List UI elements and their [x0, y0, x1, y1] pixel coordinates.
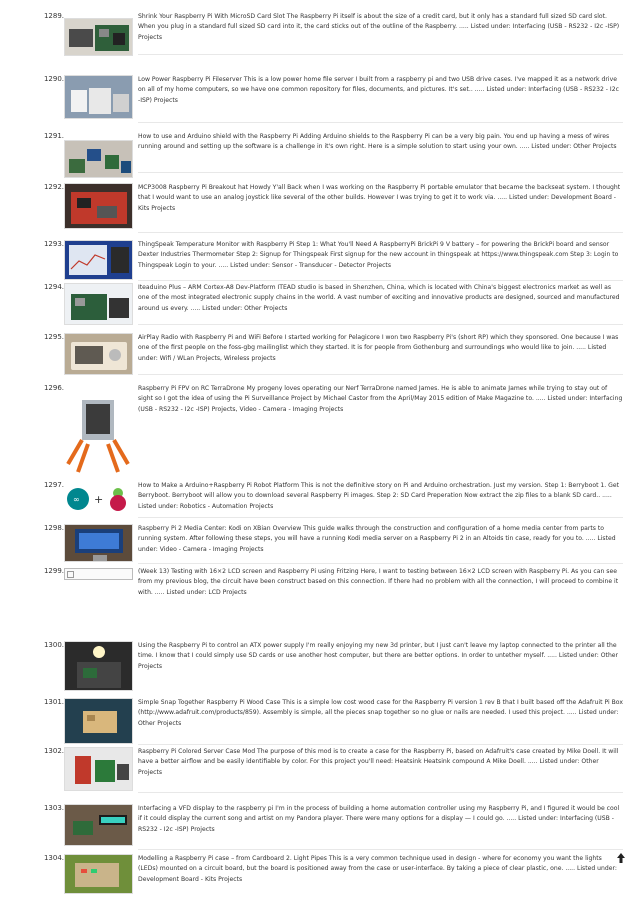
entry-thumbnail[interactable] [64, 854, 133, 894]
entry-description[interactable]: Iteaduino Plus – ARM Cortex-A8 Dev-Platform ITEAD studio is based in Shenzhen, China, which is located with China's biggest electronics market as well as one of the most integrated electronic supply chains in the world. A vast number of exciting and innovative products are designed, sourced and manufactured around us every. ..... Listed under: Other Projects [138, 284, 620, 312]
divider [138, 54, 623, 55]
entry-thumbnail[interactable] [64, 240, 133, 280]
entry-number: 1291. [43, 132, 64, 140]
entry-thumbnail[interactable] [64, 333, 133, 375]
arrow-up-icon[interactable] [616, 849, 626, 861]
entry-thumbnail[interactable] [64, 481, 133, 515]
svg-text:∞: ∞ [73, 495, 80, 504]
entry-thumbnail[interactable] [64, 804, 133, 846]
entry-number: 1292. [43, 183, 64, 191]
entry-thumbnail[interactable] [64, 641, 133, 691]
entry-description[interactable]: Low Power Raspberry Pi Fileserver This is a low power home file server I built from a raspberry pi and two USB drive cases. I've mapped it as a network drive on all of my home computers, so we have one common repository for files, documents, and pictures. It's set.. ..... Listed under: Interfacing (USB - RS232 - I2c -ISP) Projects [138, 76, 619, 104]
entry-thumbnail[interactable] [64, 140, 133, 178]
entry-description[interactable]: Raspberry Pi 2 Media Center: Kodi on XBian Overview This guide walks through the construction and configuration of a home media center from parts to running system. After following these steps, you will have a running Kodi media server on a Raspberry Pi 2 in an Altoids tin case, ready for you to. ..... Listed under: Video - Camera - Imaging Projects [138, 525, 616, 553]
entry-thumbnail[interactable] [64, 747, 133, 791]
entry-thumbnail[interactable] [64, 384, 133, 476]
entry-description[interactable]: How to Make a Arduino+Raspberry Pi Robot Platform This is not the definitive story on Pi and Arduino orchestration. Just my version. Step 1: Berryboot 1. Get Berryboot. Berryboot will allow you to download several Raspberry Pi images. Step 2: SD Card Preperation Now extract the zip files to a blank SD card.. ..... Listed under: Robotics - Automation Projects [138, 482, 620, 510]
entry-description[interactable]: AirPlay Radio with Raspberry Pi and WiFi Before I started working for Pelagicore I won two Raspberry Pi's (short RP) which they sponsored. One because I was one of the first people on the foss-gbg mailinglist which they started. It is for people from Gothenburg and surroundings who would like to join. ..... Listed under: Wifi / WLan Projects, Wireless projects [138, 334, 619, 362]
entry-number: 1298. [43, 524, 64, 532]
entry-number: 1293. [43, 240, 64, 248]
entry-description[interactable]: Simple Snap Together Raspberry Pi Wood Case This is a simple low cost wood case for the Raspberry Pi version 1 rev B that I built based off the Adafruit Pi Box (http://www.adafruit.com/products/859). Assembly is simple, all the pieces snap together so no glue or nails are needed. I used this project. ..... Listed under: Other Projects [138, 699, 623, 727]
entry-description[interactable]: ThingSpeak Temperature Monitor with Raspberry Pi Step 1: What You'll Need A RaspberryPi BrickPi 9 V battery – for powering the BrickPi board and sensor Dexter Industries Thermometer Step 2: Signup for Thingspeak First signup for the new account in thingspeak at https://www.thingspeak.com Step 3: Login to Thingspeak Login to your. ..... Listed under: Sensor - Transducer - Detector Projects [138, 241, 619, 269]
entry-thumbnail[interactable] [64, 75, 133, 119]
entry-description[interactable]: Using the Raspberry Pi to control an ATX power supply I'm really enjoying my new 3d printer, but I just can't leave my laptop connected to the printer all the time. I know that I could simply use SD cards or use another host computer, but there are better options. In order to untether myself. ..... Listed under: Other Projects [138, 642, 619, 670]
broken-image-icon [64, 568, 133, 580]
entry-thumbnail[interactable] [64, 698, 133, 744]
entry-description[interactable]: MCP3008 Raspberry Pi Breakout hat Howdy Y'all Back when I was working on the Raspberry Pi portable emulator that became the backseat system. I thought that I would want to use an analog joystick like several of the other builds. However I was trying to get it to work via. ..... Listed under: Development Board - Kits Projects [138, 184, 621, 212]
divider [138, 172, 623, 173]
entry-number: 1295. [43, 333, 64, 341]
entry-description[interactable]: How to use and Arduino shield with the Raspberry Pi Adding Arduino shields to the Raspberry Pi can be a very big pain. You end up having a mess of wires running around and setting up the software is a challenge in it's own right. Here is a simple solution to start using your own. ..... Listed under: Other Projects [138, 133, 617, 151]
divider [138, 280, 623, 281]
divider [138, 324, 623, 325]
entry-description[interactable]: Interfacing a VFD display to the raspberry pi I'm in the process of building a home automation controller using my Raspberry Pi, and I figured it would be cool if it could display the current song and artist on my Pandora player. There were many options for a display — I could go. ..... Listed under: Interfacing (USB - RS232 - I2c -ISP) Projects [138, 805, 620, 833]
entry-number: 1297. [43, 481, 64, 489]
entry-description[interactable]: Modelling a Raspberry Pi case – from Cardboard 2. Light Pipes This is a very common technique used in design - where for economy you want the lights (LEDs) mounted on a circuit board, but the board is positioned away from the case or user-interface. By taking a piece of clear plastic, one. ..... Listed under: Development Board - Kits Projects [138, 855, 617, 883]
divider [138, 517, 623, 518]
divider [138, 563, 623, 564]
entry-number: 1296. [43, 384, 64, 392]
entry-description[interactable]: (Week 13) Testing with 16×2 LCD screen and Raspberry Pi using Fritzing Here, I want to testing between 16×2 LCD screen with Raspberry Pi. As you can see from my previous blog, the circuit have been construct based on this connection. If there had no problem with all the connection, I will proceed to combine it with. ..... Listed under: LCD Projects [138, 568, 619, 596]
divider [138, 792, 623, 793]
entry-number: 1303. [43, 804, 64, 812]
entry-thumbnail[interactable] [64, 524, 133, 562]
entry-number: 1300. [43, 641, 64, 649]
entry-description[interactable]: Shrink Your Raspberry Pi With MicroSD Card Slot The Raspberry Pi itself is about the size of a credit card, but it only has a standard full sized SD card slot. When you plug in a standard full sized SD card into it, the card sticks out of the outline of the Raspberry. ..... Listed under: Interfacing (USB - RS232 - I2c -ISP) Projects [138, 13, 620, 41]
divider [138, 374, 623, 375]
entry-number: 1302. [43, 747, 64, 755]
divider [138, 849, 623, 850]
divider [138, 122, 623, 123]
entry-number: 1304. [43, 854, 64, 862]
entry-description[interactable]: Raspberry Pi FPV on RC TerraDrone My progeny loves operating our Nerf TerraDrone named James. He is able to animate James while trying to stay out of sight so I got the idea of using the Pi Surveillance Project by Michael Castor from the April/May 2015 edition of Make Magazine to. ..... Listed under: Interfacing (USB - RS232 - I2c -ISP) Projects, Video - Camera - Imaging Projects [138, 385, 623, 413]
entry-thumbnail[interactable] [64, 283, 133, 325]
entry-number: 1290. [43, 75, 64, 83]
entry-thumbnail[interactable] [64, 183, 133, 229]
divider [138, 744, 623, 745]
entry-number: 1301. [43, 698, 64, 706]
entry-number: 1294. [43, 283, 64, 291]
entry-number: 1299. [43, 567, 64, 575]
entry-description[interactable]: Raspberry Pi Colored Server Case Mod The purpose of this mod is to create a case for the Raspberry Pi, based on Adafruit's case created by Mike Doell. It will have a better airflow and be easily identifiable by color. For this project you'll need: Heatsink Heatsink compound A Mike Doell. ..... Listed under: Other Projects [138, 748, 619, 776]
entry-number: 1289. [43, 12, 64, 20]
svg-text:+: + [94, 493, 104, 506]
entry-thumbnail[interactable] [64, 18, 133, 56]
divider [138, 232, 623, 233]
